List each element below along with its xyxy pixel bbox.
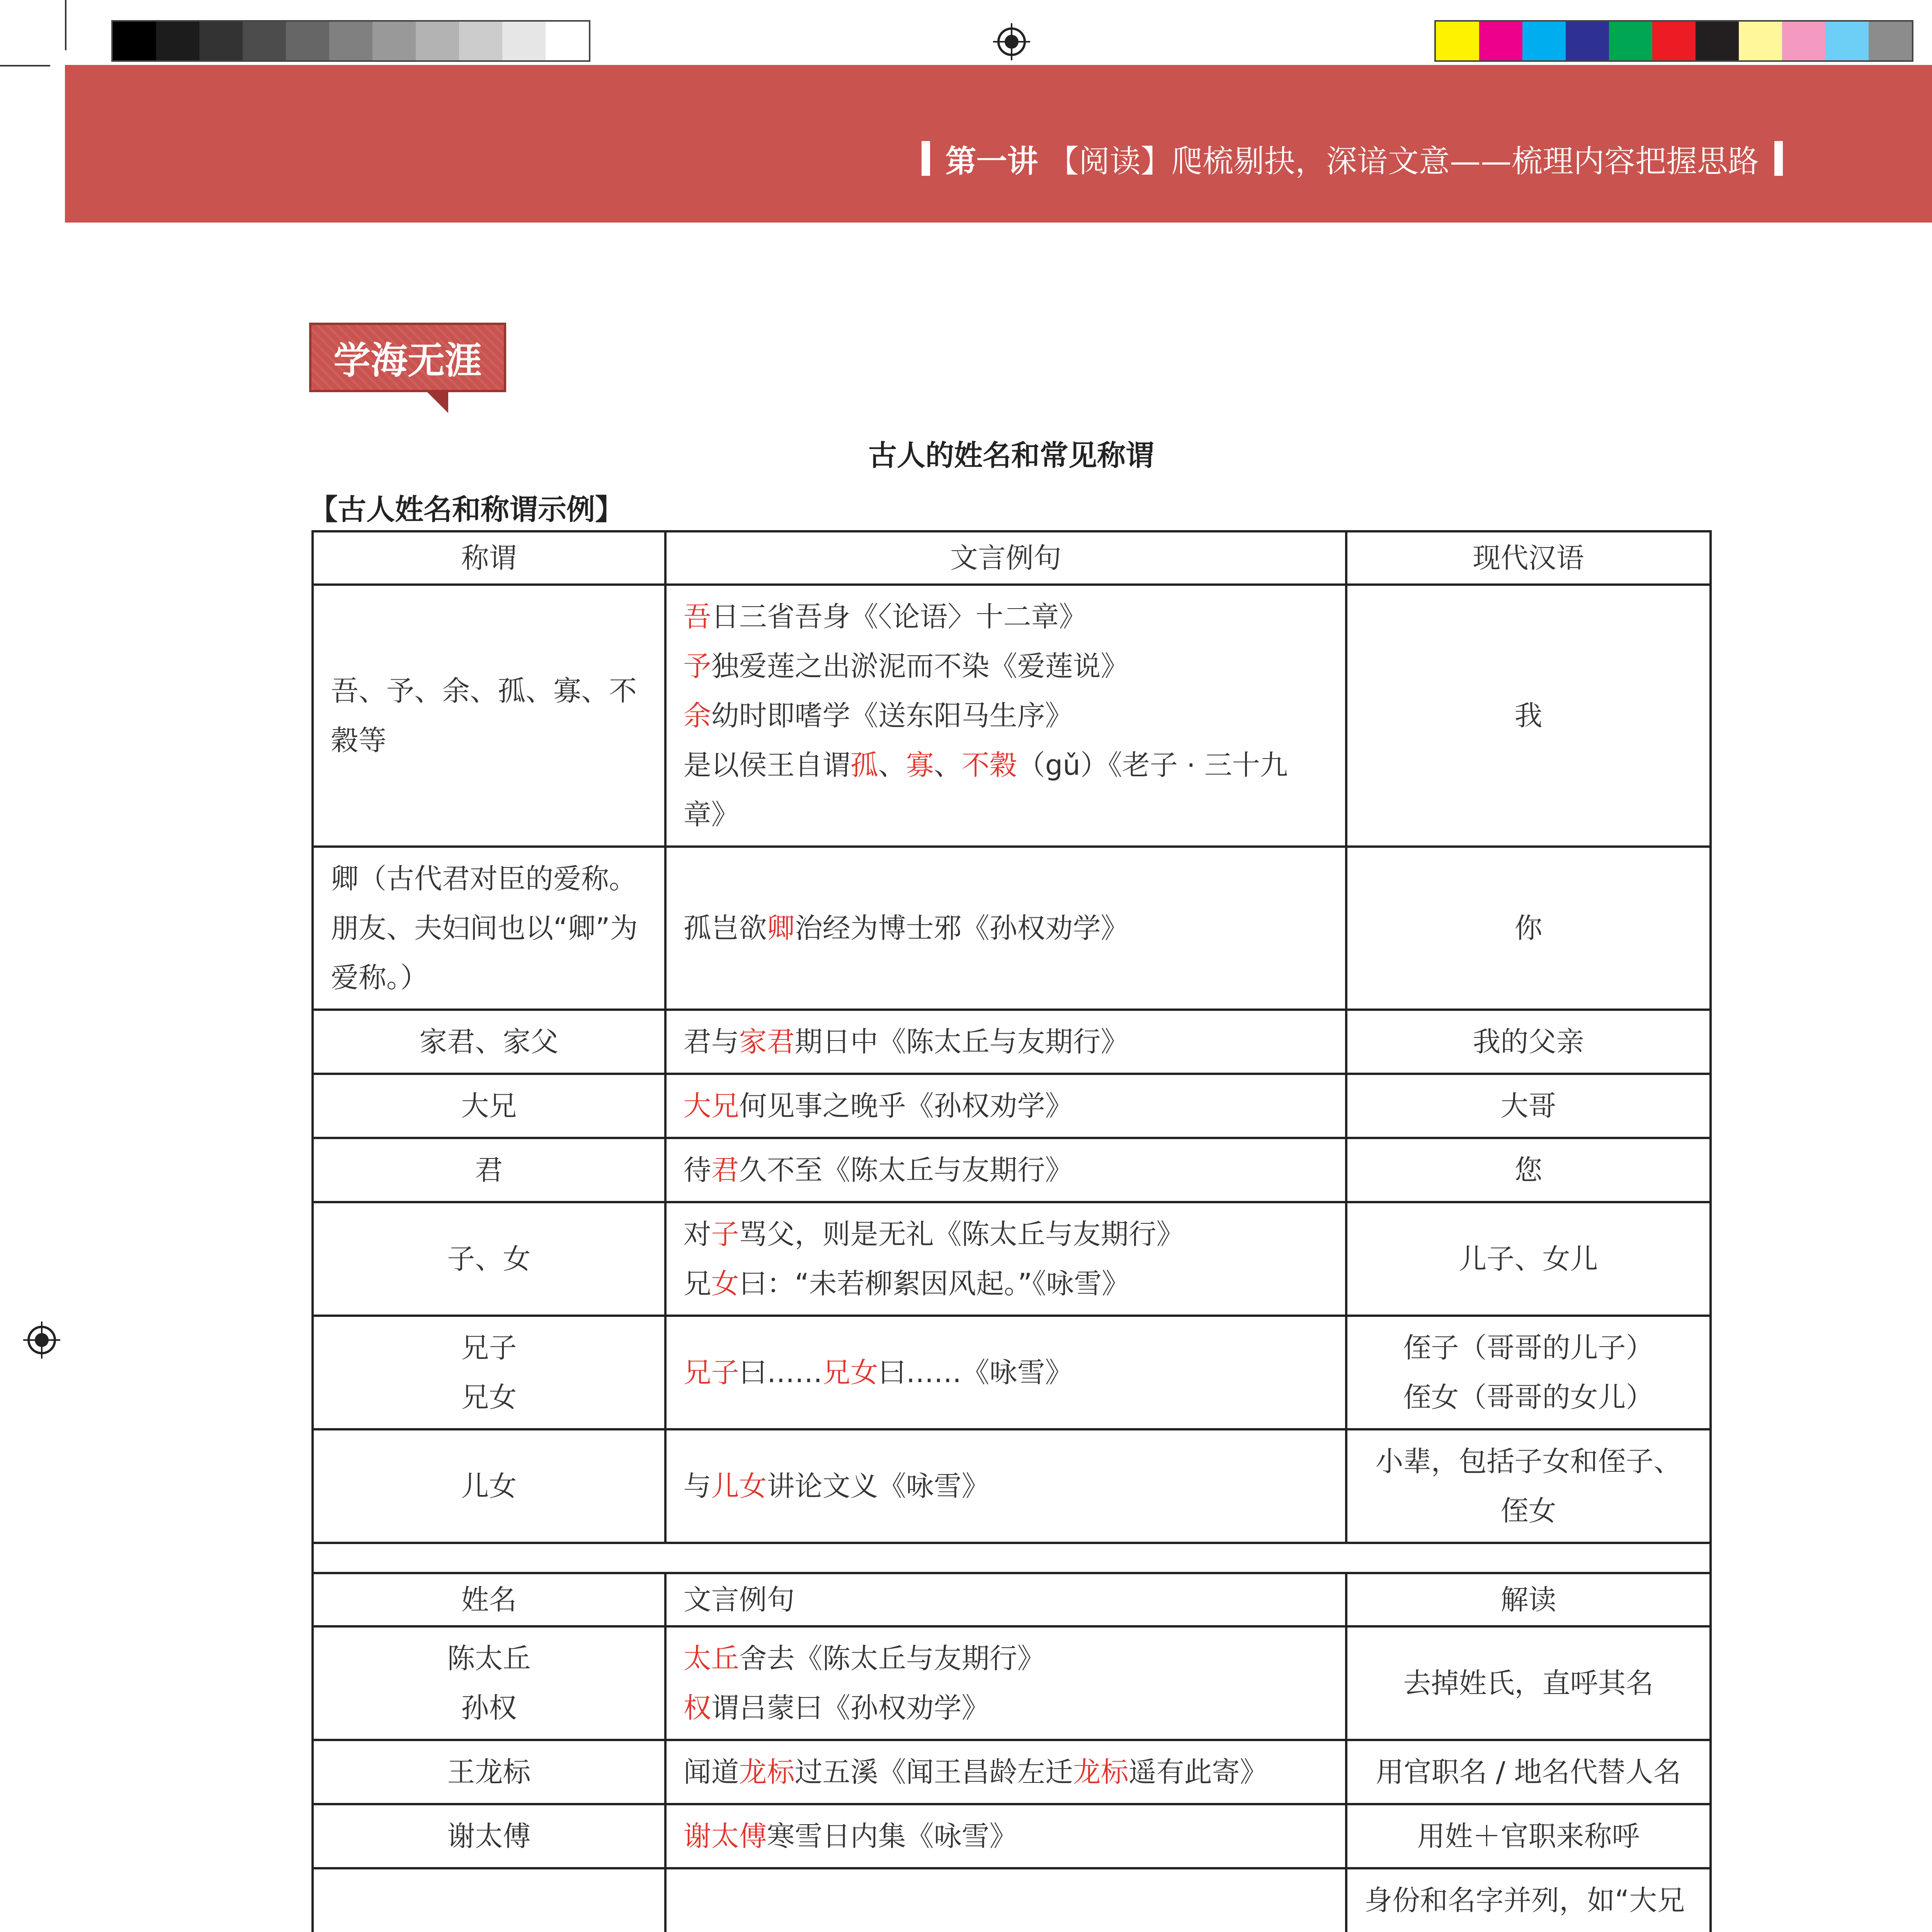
highlighted-term: 龙标 bbox=[739, 1756, 795, 1788]
table1-example-line bbox=[684, 1209, 1328, 1259]
table1-meaning-line: 侄子（哥哥的儿子） bbox=[1403, 1332, 1654, 1364]
table1-body bbox=[313, 531, 1711, 1543]
table1-row bbox=[313, 1316, 1711, 1429]
section-badge bbox=[309, 323, 510, 400]
highlighted-term: 龙标 bbox=[1073, 1756, 1129, 1788]
example-text: （gǔ）《老子 · 三十九章》 bbox=[683, 749, 1288, 831]
table1-example-line bbox=[684, 1259, 1328, 1308]
example-text: 何见事之晚乎《孙权劝学》 bbox=[739, 1090, 1073, 1122]
table2-meaning-line: 去掉姓氏，直呼其名 bbox=[1403, 1667, 1654, 1699]
table1-row bbox=[313, 847, 1711, 1010]
table2-meaning-line: 用姓＋官职来称呼 bbox=[1417, 1820, 1640, 1852]
table-spacer bbox=[313, 1543, 1711, 1573]
table1-row bbox=[313, 585, 1711, 847]
example-text: 、 bbox=[934, 749, 962, 781]
table1-example-cell bbox=[665, 847, 1347, 1010]
table1-header-cell: 称谓 bbox=[313, 531, 665, 585]
table1-example-line bbox=[684, 1145, 1328, 1195]
table1-row bbox=[313, 1429, 1711, 1543]
table1-header-cell: 文言例句 bbox=[665, 531, 1347, 585]
table1-example-line bbox=[684, 903, 1328, 953]
table2-header-cell: 姓名 bbox=[313, 1573, 665, 1626]
table2-body bbox=[313, 1573, 1711, 1932]
example-text: 孤岂欲 bbox=[683, 912, 767, 944]
table1-row bbox=[313, 1138, 1711, 1202]
table1-meaning-cell bbox=[1346, 585, 1711, 847]
table2-term-cell bbox=[313, 1804, 665, 1868]
table2-example-line bbox=[684, 1747, 1328, 1797]
table2-term-cell bbox=[313, 1626, 665, 1740]
highlighted-term: 权 bbox=[683, 1692, 711, 1724]
header-bar-left bbox=[922, 141, 930, 176]
table1-meaning-cell bbox=[1346, 1316, 1711, 1429]
table1-example-line bbox=[684, 740, 1328, 839]
table1-header-row bbox=[313, 531, 1711, 585]
section-label: 【古人姓名和称谓示例】 bbox=[309, 493, 624, 526]
crop-mark bbox=[0, 65, 50, 66]
highlighted-term: 予 bbox=[683, 650, 711, 682]
table1-meaning-line: 您 bbox=[1514, 1154, 1543, 1186]
highlighted-term: 君 bbox=[711, 1154, 739, 1186]
table1-term-line: 兄女 bbox=[461, 1381, 517, 1413]
table1-term-line: 卿（古代君对臣的爱称。朋友、夫妇间也以“卿”为爱称。） bbox=[331, 862, 638, 994]
example-text: 期日中《陈太丘与友期行》 bbox=[794, 1026, 1129, 1058]
badge-label: 学海无涯 bbox=[309, 323, 506, 392]
highlighted-term: 家君 bbox=[739, 1026, 795, 1058]
table2-term-line: 谢太傅 bbox=[447, 1820, 531, 1852]
table1-meaning-line: 我的父亲 bbox=[1473, 1026, 1584, 1058]
table1-example-cell bbox=[665, 1202, 1347, 1316]
table1-meaning-line: 你 bbox=[1514, 912, 1543, 944]
highlighted-term: 不穀 bbox=[961, 749, 1017, 781]
table1-term-line: 兄子 bbox=[461, 1332, 517, 1364]
table2-meaning-cell bbox=[1346, 1740, 1711, 1804]
table2-meaning-cell bbox=[1346, 1868, 1711, 1932]
example-text: 是以侯王自谓 bbox=[683, 749, 850, 781]
table1-meaning-line: 我 bbox=[1514, 699, 1543, 732]
table1-example-line bbox=[684, 1081, 1328, 1131]
highlighted-term: 寡 bbox=[906, 749, 934, 781]
example-text: 寒雪日内集《咏雪》 bbox=[767, 1820, 1017, 1852]
highlighted-term: 吾 bbox=[683, 600, 711, 633]
table1-term-line: 儿女 bbox=[461, 1470, 517, 1502]
example-text: 君与 bbox=[683, 1026, 739, 1058]
example-text: 舍去《陈太丘与友期行》 bbox=[739, 1642, 1045, 1675]
table1-meaning-cell bbox=[1346, 1202, 1711, 1316]
registration-mark-icon bbox=[993, 23, 1030, 60]
highlighted-term: 大兄 bbox=[683, 1090, 739, 1122]
table2-meaning-cell bbox=[1346, 1626, 1711, 1740]
chapter-header bbox=[922, 139, 1783, 178]
table1-row bbox=[313, 1202, 1711, 1316]
table1-term-cell bbox=[313, 847, 665, 1010]
header-bar-right bbox=[1774, 141, 1783, 176]
table1-term-cell bbox=[313, 1074, 665, 1138]
table1-example-cell bbox=[665, 1138, 1347, 1202]
example-text: 谓吕蒙曰《孙权劝学》 bbox=[711, 1692, 990, 1724]
table1-example-line bbox=[684, 1017, 1328, 1066]
example-text: 待 bbox=[683, 1154, 711, 1186]
table2-header-cell: 文言例句 bbox=[665, 1573, 1347, 1626]
badge-tail bbox=[425, 390, 448, 413]
example-text: 遥有此寄》 bbox=[1128, 1756, 1268, 1788]
example-text: 日三省吾身《〈论语〉十二章》 bbox=[711, 600, 1087, 633]
table1-term-line: 吾、予、余、孤、寡、不穀等 bbox=[331, 675, 637, 757]
table2-example-cell bbox=[665, 1868, 1347, 1932]
table1-term-line: 大兄 bbox=[461, 1090, 517, 1122]
table1-term-line: 子、女 bbox=[447, 1243, 531, 1275]
table1-example-line bbox=[684, 691, 1328, 740]
table1-term-cell bbox=[313, 585, 665, 847]
table2-row bbox=[313, 1804, 1711, 1868]
registration-mark-icon bbox=[23, 1321, 60, 1359]
example-text: 曰……《咏雪》 bbox=[878, 1356, 1073, 1389]
table1-term-line: 君 bbox=[475, 1154, 503, 1186]
table1-row bbox=[313, 1010, 1711, 1074]
table1-meaning-cell bbox=[1346, 847, 1711, 1010]
table1-meaning-line: 侄女（哥哥的女儿） bbox=[1403, 1381, 1654, 1413]
highlighted-term: 谢太傅 bbox=[683, 1820, 767, 1852]
table2-term-line: 陈太丘 bbox=[447, 1642, 531, 1675]
table1-meaning-cell bbox=[1346, 1138, 1711, 1202]
spacer-cell bbox=[313, 1543, 1711, 1573]
table2-row bbox=[313, 1868, 1711, 1932]
chapter-title: 【阅读】爬梳剔抉，深谙文意——梳理内容把握思路 bbox=[1048, 143, 1759, 179]
highlighted-term: 太丘 bbox=[683, 1642, 739, 1675]
table1-example-line bbox=[684, 641, 1328, 691]
table1-example-cell bbox=[665, 1010, 1347, 1074]
table1-example-cell bbox=[665, 1074, 1347, 1138]
table2-header-row bbox=[313, 1573, 1711, 1626]
highlighted-term: 兄女 bbox=[822, 1356, 878, 1389]
highlighted-term: 子 bbox=[711, 1218, 739, 1250]
table1-meaning-line: 小辈，包括子女和侄子、侄女 bbox=[1375, 1445, 1682, 1527]
highlighted-term: 孤 bbox=[850, 749, 878, 781]
page-title: 古人的姓名和常见称谓 bbox=[868, 439, 1154, 472]
table1-example-cell bbox=[665, 1316, 1347, 1429]
example-text: 兄 bbox=[683, 1267, 711, 1300]
table1-term-cell bbox=[313, 1202, 665, 1316]
table2-meaning-line: 身份和名字并列，如“大兄 bbox=[1364, 1884, 1685, 1917]
table1-meaning-cell bbox=[1346, 1074, 1711, 1138]
table2-example-cell bbox=[665, 1740, 1347, 1804]
example-text: 闻道 bbox=[683, 1756, 739, 1788]
table2-row bbox=[313, 1626, 1711, 1740]
table2-example-cell bbox=[665, 1626, 1347, 1740]
table2-row bbox=[313, 1740, 1711, 1804]
highlighted-term: 卿 bbox=[767, 912, 795, 944]
highlighted-term: 女 bbox=[711, 1267, 739, 1300]
table2-term-line: 孙权 bbox=[461, 1692, 517, 1724]
table1-meaning-line: 儿子、女儿 bbox=[1459, 1243, 1598, 1275]
table2-example-line bbox=[684, 1811, 1328, 1861]
example-text: 过五溪《闻王昌龄左迁 bbox=[794, 1756, 1073, 1788]
table1-term-cell bbox=[313, 1429, 665, 1543]
table1-meaning-cell bbox=[1346, 1429, 1711, 1543]
example-text: 治经为博士邪《孙权劝学》 bbox=[794, 912, 1129, 944]
table1-term-cell bbox=[313, 1010, 665, 1074]
example-text: 讲论文义《咏雪》 bbox=[767, 1470, 990, 1502]
table1-term-line: 家君、家父 bbox=[419, 1026, 559, 1058]
example-text: 对 bbox=[683, 1218, 711, 1250]
example-text: 、 bbox=[878, 749, 906, 781]
table1-example-cell bbox=[665, 1429, 1347, 1543]
table2-example-cell bbox=[665, 1804, 1347, 1868]
table2-example-line bbox=[684, 1683, 1328, 1733]
table1-header-cell: 现代汉语 bbox=[1346, 531, 1711, 585]
example-text: 与 bbox=[683, 1470, 711, 1502]
appellation-table bbox=[311, 530, 1712, 1932]
color-calibration-bar bbox=[1434, 20, 1913, 62]
table2-example-line bbox=[684, 1634, 1328, 1683]
example-text: 幼时即嗜学《送东阳马生序》 bbox=[711, 699, 1073, 732]
table1-row bbox=[313, 1074, 1711, 1138]
grayscale-calibration-bar bbox=[111, 20, 590, 62]
table1-term-cell bbox=[313, 1138, 665, 1202]
table1-example-line bbox=[684, 592, 1328, 641]
table1-meaning-line: 大哥 bbox=[1500, 1090, 1556, 1122]
crop-mark bbox=[65, 0, 66, 50]
table2-term-cell bbox=[313, 1868, 665, 1932]
highlighted-term: 兄子 bbox=[683, 1356, 739, 1389]
table2-term-line: 王龙标 bbox=[447, 1756, 531, 1788]
highlighted-term: 余 bbox=[683, 699, 711, 732]
table1-example-line bbox=[684, 1348, 1328, 1397]
example-text: 曰…… bbox=[739, 1356, 823, 1389]
example-text: 骂父，则是无礼《陈太丘与友期行》 bbox=[739, 1218, 1184, 1250]
table1-meaning-cell bbox=[1346, 1010, 1711, 1074]
example-text: 曰：“未若柳絮因风起。”《咏雪》 bbox=[739, 1267, 1130, 1300]
table2-term-cell bbox=[313, 1740, 665, 1804]
example-text: 独爱莲之出淤泥而不染《爱莲说》 bbox=[711, 650, 1129, 682]
table1-example-cell bbox=[665, 585, 1347, 847]
table2-header-cell: 解读 bbox=[1346, 1573, 1711, 1626]
table1-term-cell bbox=[313, 1316, 665, 1429]
table2-meaning-cell bbox=[1346, 1804, 1711, 1868]
example-text: 久不至《陈太丘与友期行》 bbox=[739, 1154, 1073, 1186]
chapter-number: 第一讲 bbox=[945, 143, 1038, 179]
table1-example-line bbox=[684, 1461, 1328, 1511]
table2-meaning-line: 用官职名 / 地名代替人名 bbox=[1376, 1756, 1681, 1788]
highlighted-term: 儿女 bbox=[711, 1470, 767, 1502]
